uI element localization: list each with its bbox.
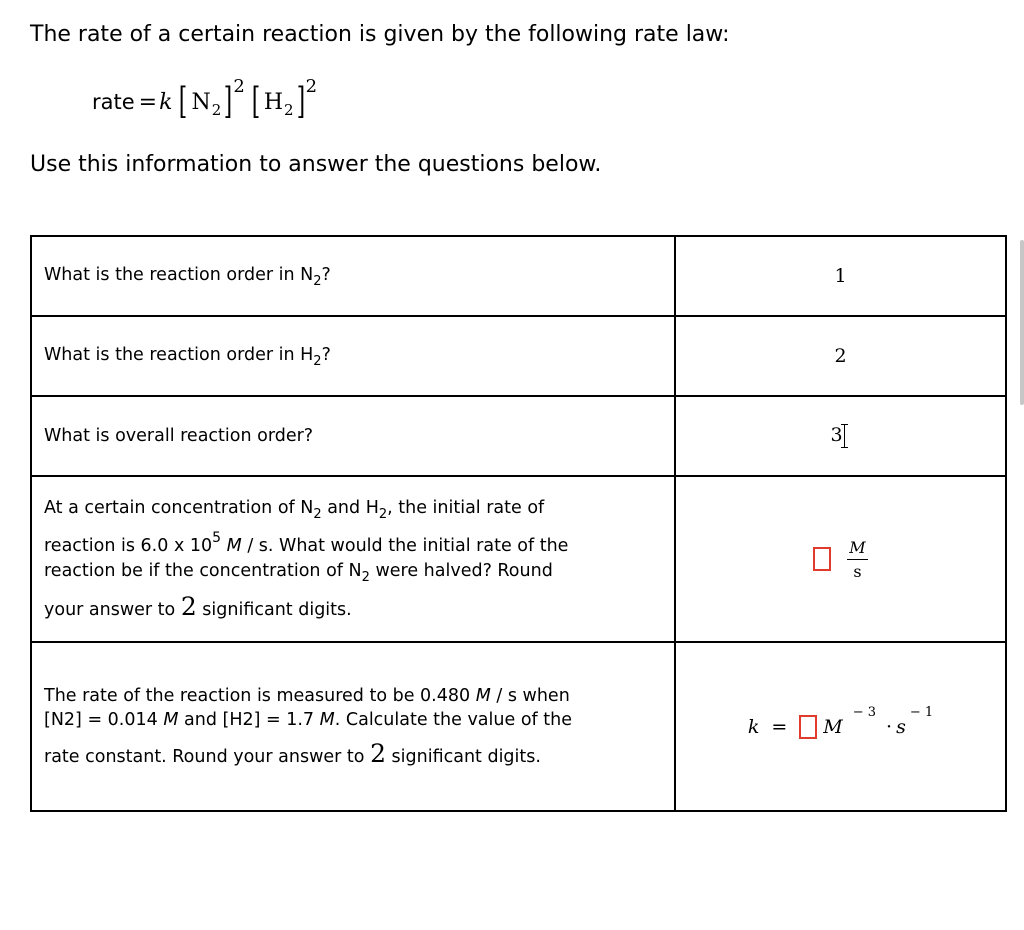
answer-value[interactable]: 3 bbox=[830, 424, 843, 446]
answer-cell[interactable] bbox=[675, 236, 1006, 316]
n2-concentration-term: [ N $_2$ ] $^2$ bbox=[179, 75, 245, 122]
table-row bbox=[31, 316, 1006, 396]
h2-subscript: 2 bbox=[284, 101, 294, 119]
h2-concentration-term: [ H $_2$ ] $^2$ bbox=[251, 75, 318, 122]
rate-constant-input[interactable] bbox=[799, 715, 817, 739]
n2-power: 2 bbox=[233, 75, 245, 97]
table-row bbox=[31, 236, 1006, 316]
answer-cell bbox=[675, 642, 1006, 811]
rate-unit-fraction bbox=[847, 538, 867, 581]
equals-sign: = bbox=[138, 89, 158, 115]
question-cell: What is the reaction order in $H_2$? bbox=[31, 316, 675, 396]
unit-molarity: M bbox=[823, 715, 843, 738]
answer-cell[interactable] bbox=[675, 316, 1006, 396]
instruction-text: Use this information to answer the questions below. bbox=[30, 152, 602, 177]
answer-value[interactable]: 1 bbox=[834, 265, 847, 287]
text-cursor-icon bbox=[844, 424, 851, 448]
rate-constant-answer bbox=[747, 705, 934, 739]
answer-cell[interactable] bbox=[675, 396, 1006, 476]
scrollbar-handle[interactable] bbox=[1020, 240, 1024, 405]
answer-cell bbox=[675, 476, 1006, 642]
unit-numerator: M bbox=[847, 538, 867, 560]
h2-power: 2 bbox=[305, 75, 318, 97]
n2-subscript: 2 bbox=[211, 101, 222, 119]
question-table bbox=[30, 235, 1007, 812]
question-cell: The rate of the reaction is measured to be 0.480 M / s when [N2] = 0.014 M and [H2] = 1.7 M. Calculate the value of the rate constant. Round your answer to 2 significant digits. bbox=[31, 642, 675, 811]
k-equals: = bbox=[771, 715, 788, 738]
rate-law-formula bbox=[92, 75, 321, 122]
table-row bbox=[31, 476, 1006, 642]
question-cell: What is the reaction order in $N_2$? bbox=[31, 236, 675, 316]
rate-answer-input[interactable] bbox=[813, 547, 831, 571]
intro-text: The rate of a certain reaction is given by the following rate law: bbox=[30, 22, 730, 47]
question-cell: At a certain concentration of $N_2$ and $H_2$, the initial rate of reaction is 6.0 x $10^5$ M / s. What would the initial rate of the reaction be if the concentration of $N_2$ were halved? Round your answer to 2 significant digits. bbox=[31, 476, 675, 642]
unit-seconds: s bbox=[896, 715, 906, 738]
unit-dot: · bbox=[886, 715, 893, 738]
n2-symbol: N bbox=[191, 89, 211, 115]
table-row bbox=[31, 396, 1006, 476]
h2-symbol: H bbox=[263, 89, 284, 115]
molarity-power: − 3 bbox=[852, 705, 877, 720]
question-cell: What is overall reaction order? bbox=[31, 396, 675, 476]
rate-constant-symbol: k bbox=[159, 89, 173, 115]
rate-word: rate bbox=[92, 90, 135, 114]
table-row bbox=[31, 642, 1006, 811]
unit-denominator: s bbox=[853, 561, 862, 581]
k-label: k bbox=[747, 715, 760, 738]
seconds-power: − 1 bbox=[909, 705, 934, 720]
answer-value[interactable]: 2 bbox=[834, 345, 847, 367]
